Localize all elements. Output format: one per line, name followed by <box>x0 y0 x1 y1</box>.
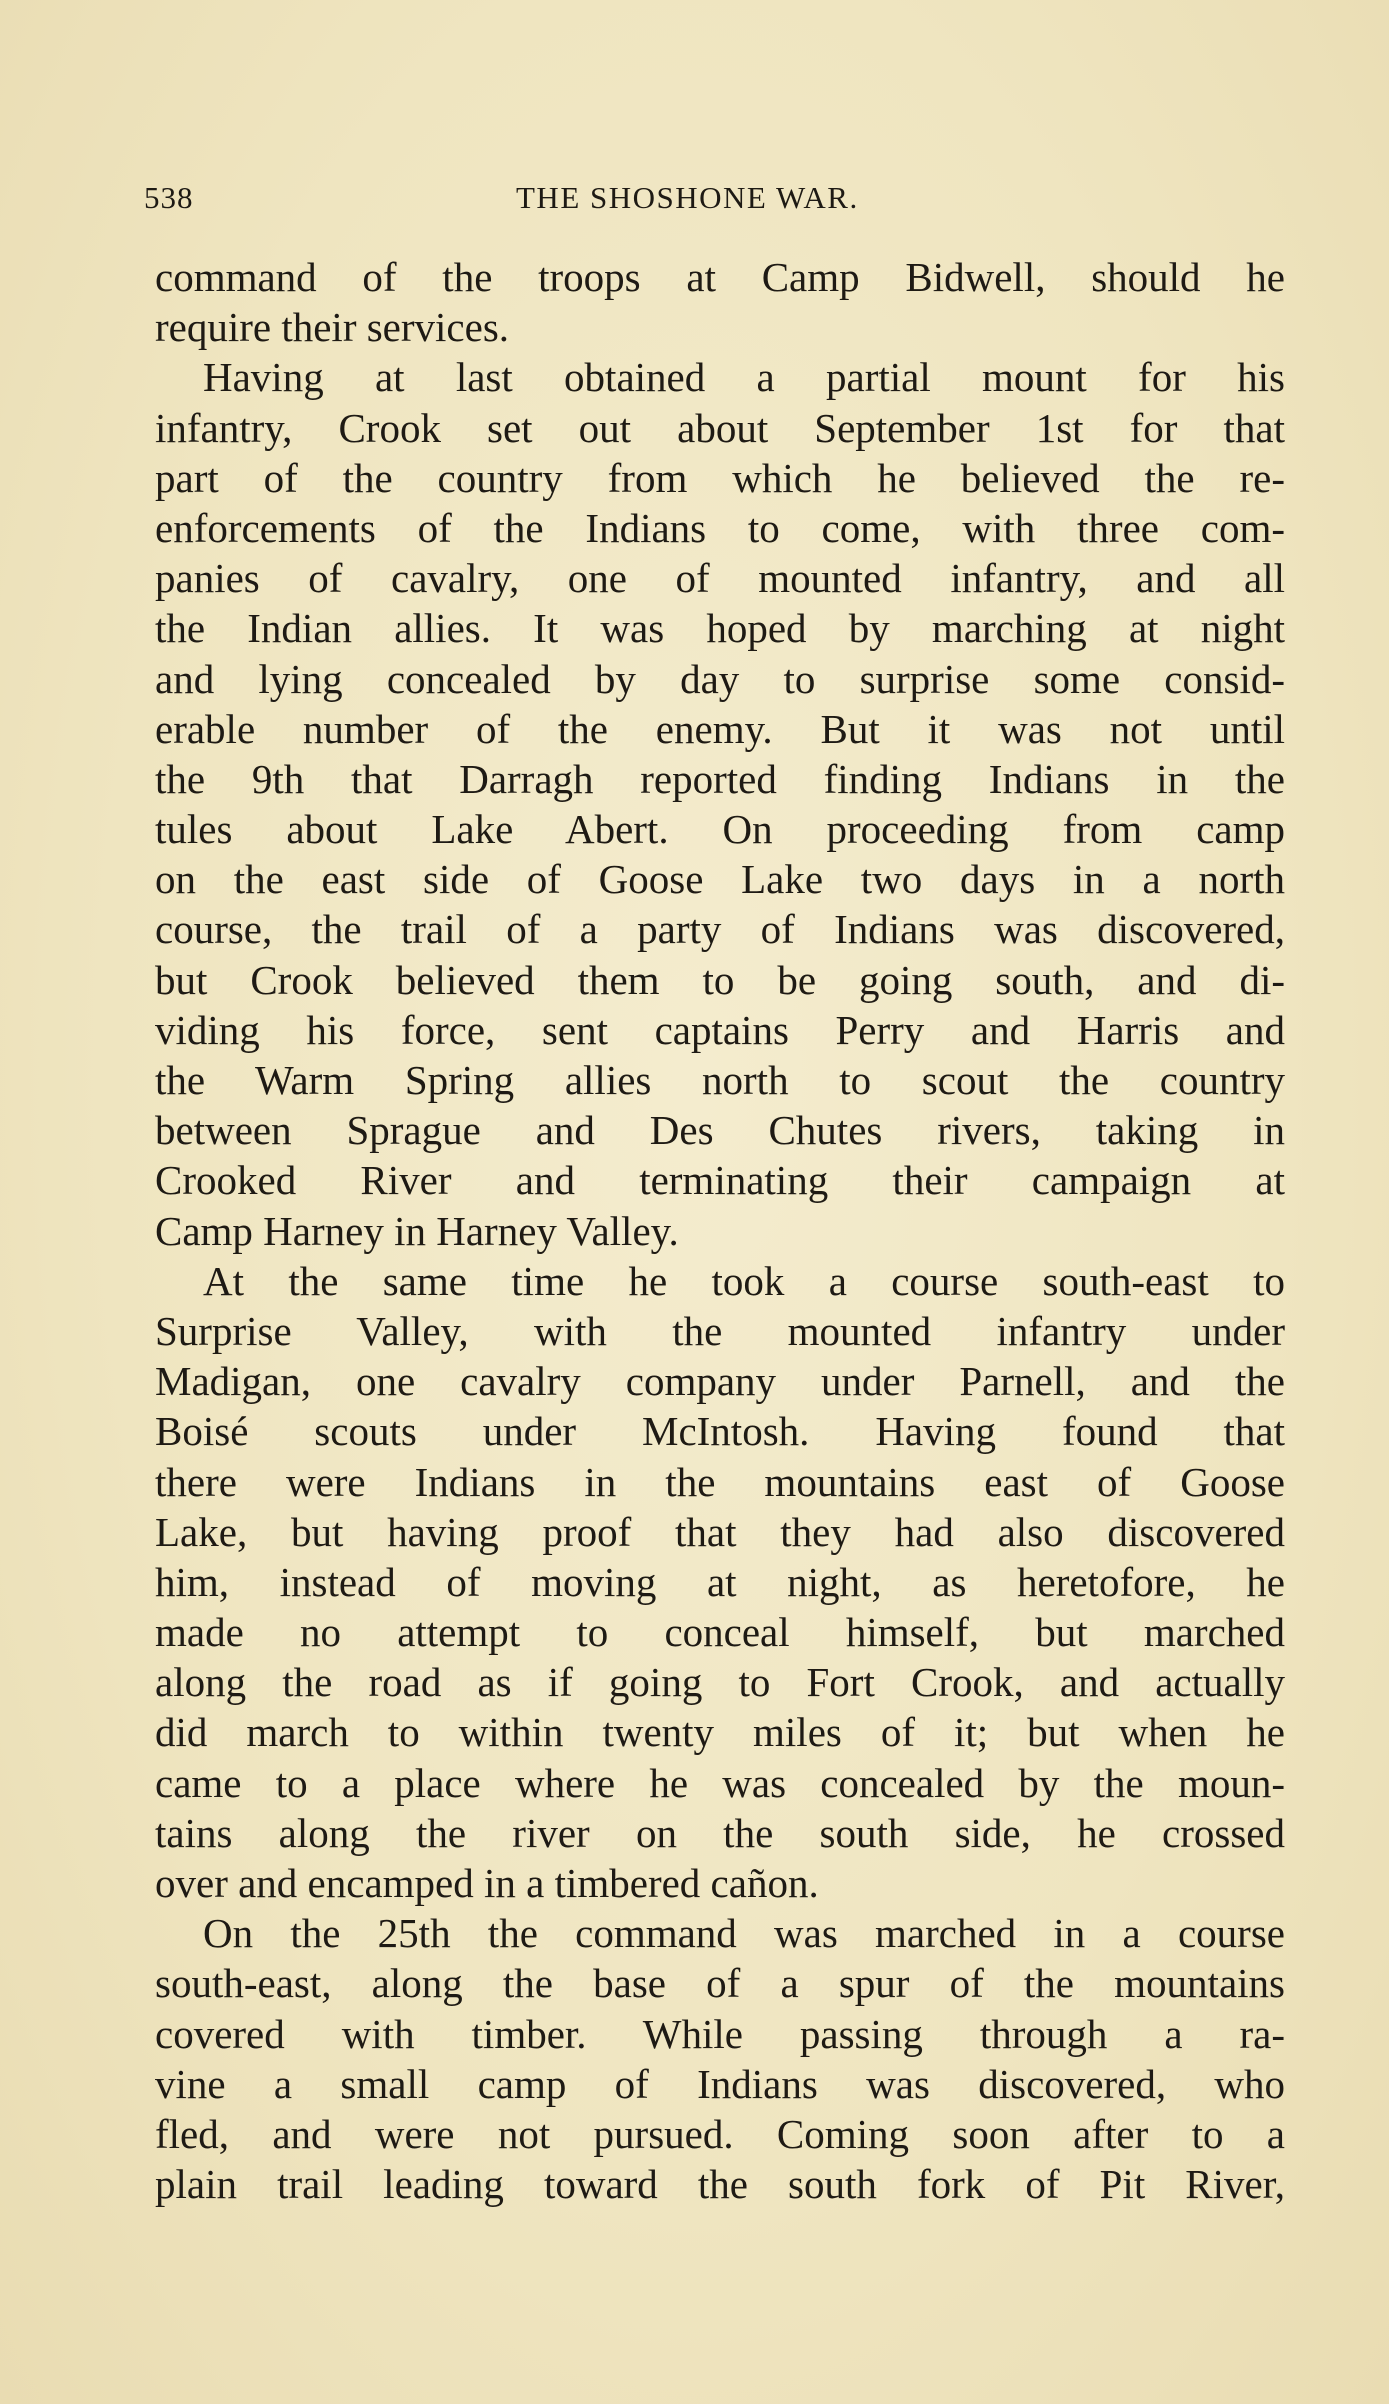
text-line: course, the trail of a party of Indians was discovered, <box>155 906 1285 953</box>
text-line: him, instead of moving at night, as heretofore, he <box>155 1558 1285 1605</box>
text-line: covered with timber. While passing through a ra- <box>155 2010 1285 2057</box>
text-line: and lying concealed by day to surprise some consid- <box>155 655 1285 702</box>
text-line: the 9th that Darragh reported finding Indians in the <box>155 755 1285 802</box>
text-line: Crooked River and terminating their campaign at <box>155 1157 1285 1204</box>
text-line: plain trail leading toward the south fork of Pit River, <box>155 2161 1285 2208</box>
text-line: enforcements of the Indians to come, with three com- <box>155 504 1285 551</box>
text-line: Camp Harney in Harney Valley. <box>155 1207 679 1254</box>
text-line: Lake, but having proof that they had also discovered <box>155 1508 1285 1555</box>
body-text <box>155 252 1285 2209</box>
text-line: erable number of the enemy. But it was not until <box>155 705 1285 752</box>
text-line: panies of cavalry, one of mounted infantry, and all <box>155 555 1285 602</box>
text-line: between Sprague and Des Chutes rivers, taking in <box>155 1107 1285 1154</box>
text-line: there were Indians in the mountains east of Goose <box>155 1458 1285 1505</box>
page-number: 538 <box>144 180 194 215</box>
text-line: vine a small camp of Indians was discovered, who <box>155 2060 1285 2107</box>
text-line: command of the troops at Camp Bidwell, should he <box>155 254 1285 300</box>
running-title: THE SHOSHONE WAR. <box>516 180 859 215</box>
text-line: the Warm Spring allies north to scout the country <box>155 1057 1285 1103</box>
text-line: require their services. <box>155 304 510 351</box>
text-line: the Indian allies. It was hoped by marching at night <box>155 605 1285 652</box>
text-line: part of the country from which he believed the re- <box>155 454 1285 501</box>
text-line: Surprise Valley, with the mounted infantry under <box>155 1307 1285 1354</box>
text-line: tules about Lake Abert. On proceeding from camp <box>155 806 1285 853</box>
text-line: On the 25th the command was marched in a course <box>203 1910 1285 1957</box>
text-line: did march to within twenty miles of it; but when he <box>155 1709 1285 1756</box>
text-line: Having at last obtained a partial mount for his <box>203 354 1285 401</box>
text-line: Boisé scouts under McIntosh. Having found that <box>155 1408 1285 1455</box>
text-line: viding his force, sent captains Perry and Harris and <box>155 1006 1285 1053</box>
text-line: Madigan, one cavalry company under Parnell, and the <box>155 1358 1285 1405</box>
text-line: tains along the river on the south side, he crossed <box>155 1809 1285 1856</box>
text-line: came to a place where he was concealed by the moun- <box>155 1759 1285 1806</box>
text-line: At the same time he took a course south-east to <box>203 1257 1285 1304</box>
text-line: infantry, Crook set out about September 1st for that <box>155 404 1285 451</box>
text-line: along the road as if going to Fort Crook, and actually <box>155 1659 1285 1706</box>
page-header <box>144 180 1284 224</box>
text-line: on the east side of Goose Lake two days in a north <box>155 856 1285 903</box>
text-line: south-east, along the base of a spur of the mountains <box>155 1960 1285 2007</box>
text-line: but Crook believed them to be going south, and di- <box>155 956 1285 1003</box>
text-line: made no attempt to conceal himself, but marched <box>155 1609 1285 1656</box>
text-line: fled, and were not pursued. Coming soon after to a <box>155 2110 1285 2157</box>
text-line: over and encamped in a timbered cañon. <box>155 1860 819 1906</box>
